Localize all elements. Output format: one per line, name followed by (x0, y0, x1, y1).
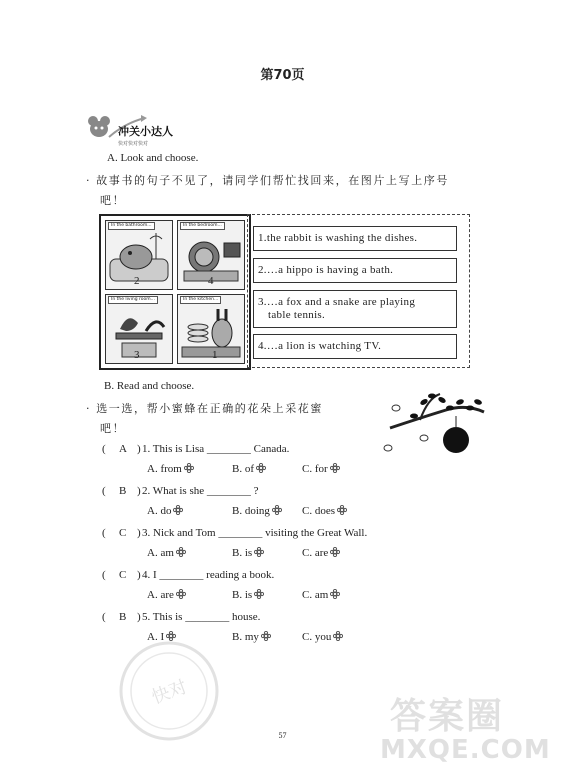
option-c[interactable]: C. am (302, 589, 329, 601)
answer-letter: A (119, 443, 127, 455)
banner-subtitle: 快对快对快对 (118, 141, 149, 147)
option-a[interactable]: A. am (147, 547, 174, 559)
option-b[interactable]: B. doing (232, 505, 270, 517)
picture-number: 1 (212, 349, 218, 361)
part-b-instruction-cont: 吧！ (100, 422, 126, 435)
sentence-3 (253, 290, 457, 328)
picture-caption: In the bedroom... (180, 222, 225, 230)
answer-close-paren: ) (137, 485, 141, 497)
option-b[interactable]: B. of (232, 463, 254, 475)
picture-number: 2 (134, 275, 140, 287)
answer-letter: C (119, 527, 127, 539)
story-picture-bedroom (177, 220, 245, 290)
answer-letter: B (119, 485, 127, 497)
question-text: 1. This is Lisa ________ Canada. (142, 443, 290, 455)
option-a[interactable]: A. I (147, 631, 165, 643)
flower-icon (254, 547, 264, 557)
part-b-instruction: · 选一选，帮小蜜蜂在正确的花朵上采花蜜 (86, 402, 323, 415)
page-title: 第70页 (260, 68, 305, 83)
answer-close-paren: ) (137, 611, 141, 623)
story-picture-kitchen (177, 294, 245, 364)
picture-number: 4 (208, 275, 214, 287)
answer-close-paren: ) (137, 569, 141, 581)
answer-open-paren: ( (102, 527, 106, 539)
answer-letter: C (119, 569, 127, 581)
question-text: 3. Nick and Tom ________ visiting the Great Wall. (142, 527, 368, 539)
option-a[interactable]: A. from (147, 463, 182, 475)
answer-letter: B (119, 611, 127, 623)
part-a-instruction: · 故事书的句子不见了，请同学们帮忙找回来，在图片上写上序号 (86, 174, 449, 187)
sentence-3-line-1: 3.…a fox and a snake are playing (258, 296, 416, 308)
option-b[interactable]: B. is (232, 589, 253, 601)
watermark-brand: 答案圈 (390, 696, 505, 737)
flower-icon (256, 463, 266, 473)
page-number: 57 (278, 731, 287, 740)
part-b-heading: B. Read and choose. (104, 380, 195, 392)
option-c[interactable]: C. you (302, 631, 332, 643)
sentence-2: 2.…a hippo is having a bath. (253, 258, 457, 283)
story-picture-living-room (105, 294, 173, 364)
flower-icon (330, 463, 340, 473)
story-picture-panel (99, 214, 251, 370)
flower-icon (261, 631, 271, 641)
part-a-heading: A. Look and choose. (107, 152, 199, 164)
answer-close-paren: ) (137, 527, 141, 539)
flower-icon (330, 547, 340, 557)
option-a[interactable]: A. are (147, 589, 174, 601)
option-b[interactable]: B. my (232, 631, 259, 643)
question-text: 2. What is she ________ ? (142, 485, 259, 497)
tree-bees-illustration (380, 388, 486, 460)
sentence-3-line-2: table tennis. (268, 309, 326, 321)
option-c[interactable]: C. does (302, 505, 335, 517)
banner-title: 冲关小达人 (118, 125, 173, 138)
picture-caption: In the bathroom... (108, 222, 155, 230)
answer-open-paren: ( (102, 611, 106, 623)
part-a-instruction-cont: 吧！ (100, 194, 126, 207)
watermark-stamp-icon (114, 636, 224, 746)
flower-icon (272, 505, 282, 515)
flower-icon (333, 631, 343, 641)
flower-icon (173, 505, 183, 515)
option-c[interactable]: C. are (302, 547, 329, 559)
story-picture-bathroom (105, 220, 173, 290)
option-b[interactable]: B. is (232, 547, 253, 559)
flower-icon (176, 547, 186, 557)
flower-icon (330, 589, 340, 599)
answer-open-paren: ( (102, 443, 106, 455)
flower-icon (176, 589, 186, 599)
question-text: 4. I ________ reading a book. (142, 569, 275, 581)
flower-icon (337, 505, 347, 515)
answer-open-paren: ( (102, 569, 106, 581)
answer-open-paren: ( (102, 485, 106, 497)
option-c[interactable]: C. for (302, 463, 328, 475)
sentence-1: 1.the rabbit is washing the dishes. (253, 226, 457, 251)
sentence-4: 4.…a lion is watching TV. (253, 334, 457, 359)
option-a[interactable]: A. do (147, 505, 172, 517)
flower-icon (184, 463, 194, 473)
answer-close-paren: ) (137, 443, 141, 455)
picture-caption: In the kitchen... (180, 296, 221, 304)
picture-caption: In the living room... (108, 296, 158, 304)
watermark-url: MXQE.COM (380, 735, 551, 765)
rabbit-dishes-illustration (178, 303, 244, 363)
watermark-stamp-text: 快对 (149, 676, 191, 709)
picture-number: 3 (134, 349, 140, 361)
flower-icon (254, 589, 264, 599)
question-text: 5. This is ________ house. (142, 611, 261, 623)
